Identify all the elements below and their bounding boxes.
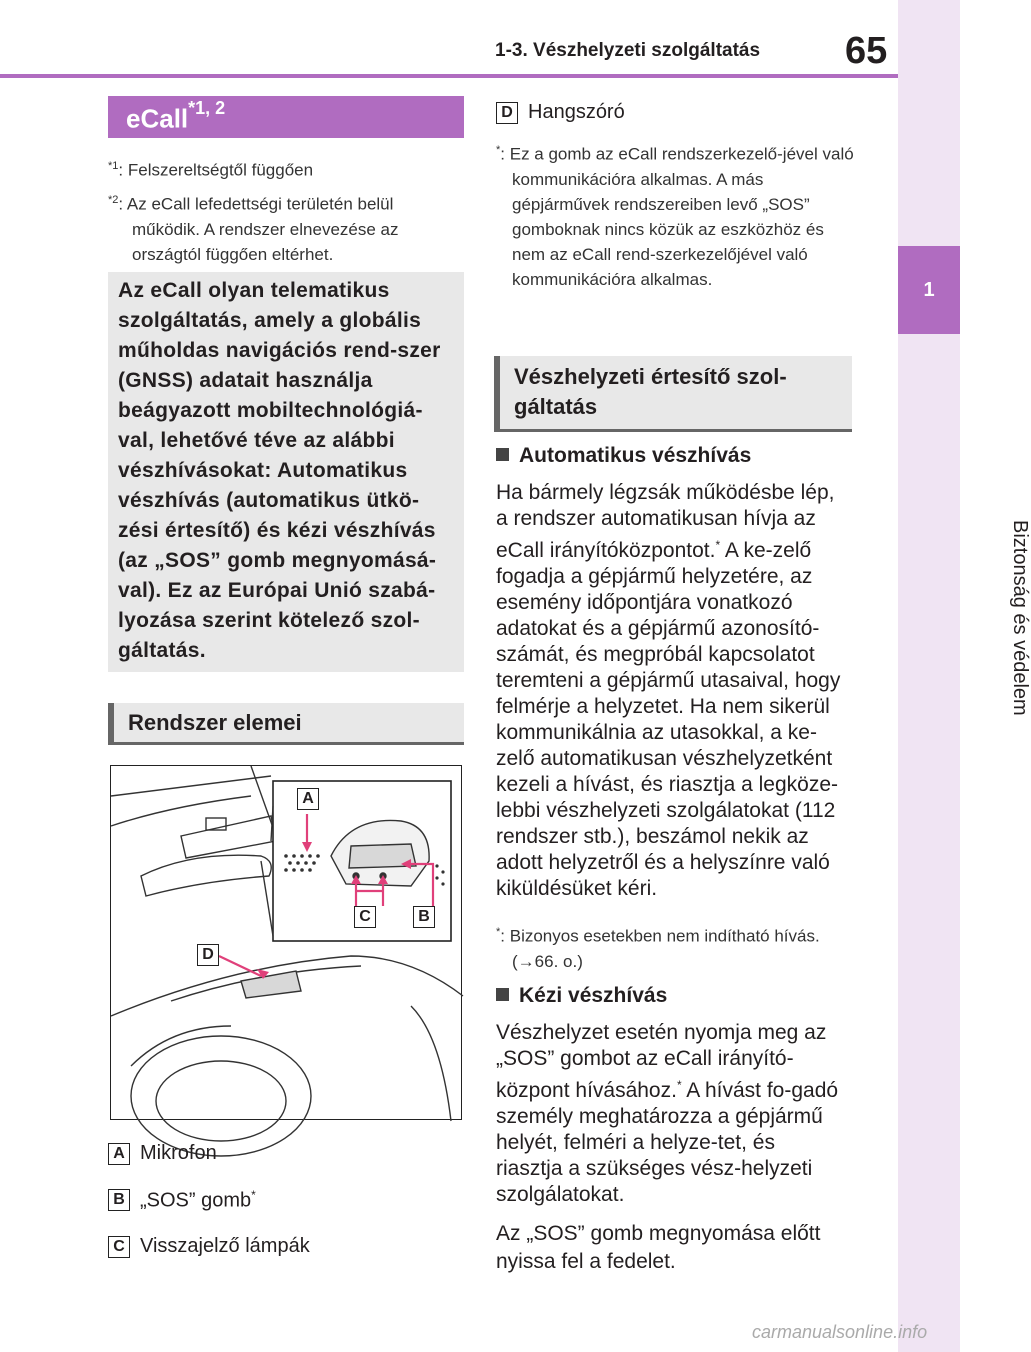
bullet-square-icon (496, 448, 509, 461)
instrument-hood (131, 1026, 231, 1066)
legend-label-c: Visszajelző lámpák (140, 1235, 310, 1257)
subheading-manual-call: Kézi vészhívás (496, 984, 667, 1008)
steering-wheel-inner (156, 1061, 286, 1141)
diagram-label-b: B (413, 906, 435, 928)
intro-summary-box (108, 272, 464, 672)
sos-button-note: *: Ez a gomb az eCall rendszerkezelő-jével való kommunikációra alkalmas. A más gépjárművek rendszereiben levő „SOS” gomboknak nincs közük az eszközhöz és nem az eCall rend-szerkezelőjével való kommunikációra alkalmas. (496, 144, 854, 289)
legend-key-b: B (108, 1189, 130, 1211)
page-number: 65 (845, 30, 888, 72)
headliner-line (111, 776, 271, 796)
manual-call-text: Vészhelyzet esetén nyomja meg az „SOS” gombot az eCall irányító-központ hívásához.* A hívást fo-gadó személy meghatározza a gépjármű helyét, felméri a helyze-tet, és riasztja a szükséges vész-helyzeti szolgálatokat. (496, 1021, 839, 1206)
chapter-side-strip (898, 0, 960, 1352)
automatic-call-text: Ha bármely légzsák működésbe lép, a rendszer automatikusan hívja az eCall irányítóközpontot.* A ke-zelő fogadja a gépjármű helyzetére, az esemény időpontjára vonatkozó adatokat és a gépjármű azonosító-számát, és megpróbál kapcsolatot teremteni a gépjármű utasaival, hogy felmérje a helyzetet. Ha nem sikerül kommunikálnia az utasokkal, a ke-zelő automatikusan vészhelyzetként kezeli a hívást, és riasztja a legköze-lebbi vészhelyzeti szolgálatokat (112 rendszer stb.), beszámol nekik az adott helyzetről és a helyszínre való kiküldésüket kéri. (496, 481, 841, 900)
legend-label-d: Hangszóró (528, 101, 625, 123)
footnote-1: $^{*1}$: Felszereltségtől függően (108, 160, 314, 180)
diagram-label-d: D (197, 944, 219, 966)
footnote-2: $^{*2}$: Az eCall lefedettségi területén belül működik. A rendszer elnevezése az országtól függően eltérhet. (108, 194, 399, 264)
chapter-number-tab[interactable]: 1 (898, 246, 960, 334)
legend-key-d: D (496, 102, 518, 124)
diagram-label-c: C (354, 906, 376, 928)
legend-key-a: A (108, 1143, 130, 1165)
ecall-heading: eCall$^{*1, 2}$ (126, 98, 226, 134)
header-rule (0, 74, 900, 78)
headliner-curve (111, 796, 251, 826)
bullet-square-icon (496, 988, 509, 1001)
section-heading-emergency-notification: Vészhelyzeti értesítő szol- gáltatás (494, 356, 852, 432)
dashboard-illustration (111, 766, 463, 1121)
ecall-components-diagram (110, 765, 462, 1120)
overhead-console-shape (181, 816, 276, 858)
inset-pointer-bottom (261, 861, 273, 936)
chapter-label: Biztonság és védelem (1009, 520, 1031, 716)
rear-view-mirror-shape (141, 855, 271, 896)
section-heading-system-elements: Rendszer elemei (108, 703, 464, 745)
automatic-call-note: *: Bizonyos esetekben nem indítható hívás. (→66. o.) (496, 926, 820, 971)
diagram-label-a: A (297, 788, 319, 810)
speaker-grille-shape (241, 971, 301, 998)
legend-label-a: Mikrofon (140, 1142, 217, 1164)
arrow-to-speaker (219, 956, 261, 976)
manual-call-cover-instruction: Az „SOS” gomb megnyomása előtt nyissa fel a fedelet. (496, 1222, 821, 1273)
subheading-automatic-call: Automatikus vészhívás (496, 444, 751, 468)
running-header-title: 1-3. Vészhelyzeti szolgáltatás (495, 40, 761, 61)
watermark: carmanualsonline.info (752, 1322, 928, 1342)
steering-wheel-outer (131, 1036, 311, 1156)
intro-text: Az eCall olyan telematikus szolgáltatás, amely a globális műholdas navigációs rend-szer (GNSS) adatait használja beágyazott mobiltechnológiá-val, lehetővé téve az alábbi vészhívásokat: Automatikus vészhívás (automatikus ütkö-zési értesítő) és kézi vészhívás (az „SOS” gomb megnyomásá-val). Ez az Európai Unió szabá-lyozása szerint kötelező szol-gáltatás. (118, 279, 441, 662)
ecall-heading-band (108, 96, 464, 138)
legend-label-b: „SOS” gomb* (140, 1188, 256, 1212)
legend-key-c: C (108, 1236, 130, 1258)
door-line (411, 1006, 451, 1121)
